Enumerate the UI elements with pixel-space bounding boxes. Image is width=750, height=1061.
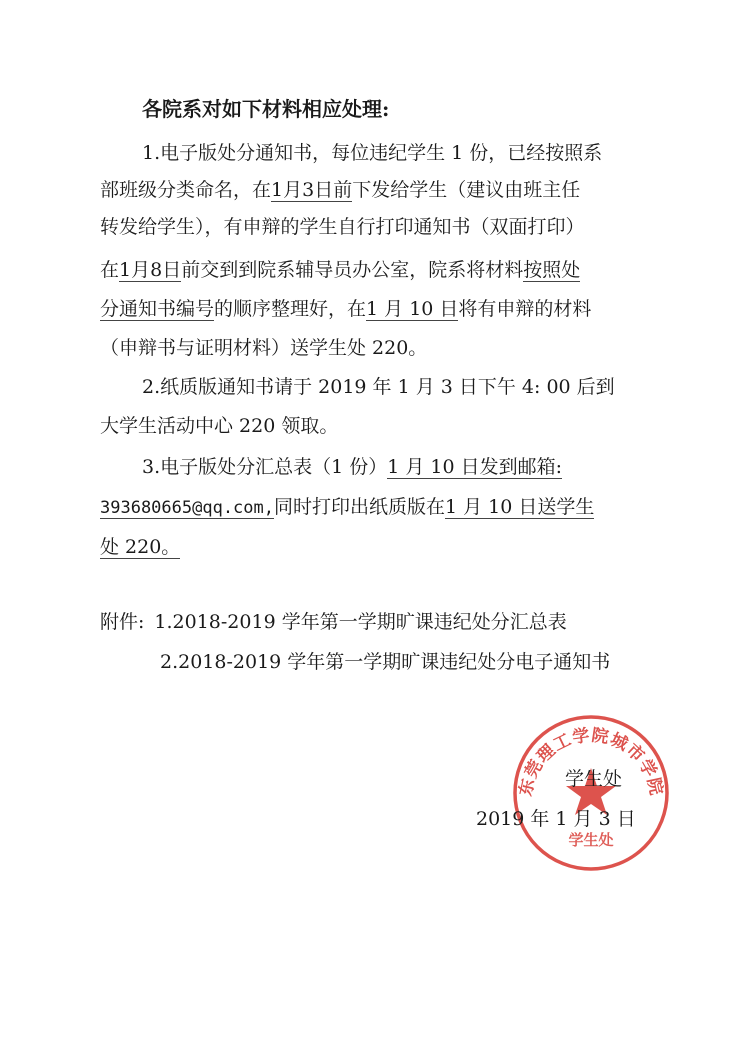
item3-line1 [142, 452, 562, 482]
attachment-line1 [100, 607, 567, 637]
email-deadline: 1 月 10 日发到邮箱: [387, 456, 563, 478]
item1-line2 [100, 175, 580, 205]
item1-line4-underlined: 按照处 [523, 259, 581, 281]
seal-outer-text: 东莞理工学院城市学院 [515, 725, 667, 798]
date-deliver: 1 月 10 日 [366, 298, 459, 320]
issuing-office: 学生处 [565, 768, 623, 790]
item1-line4-text-a: 在 [100, 259, 120, 281]
item1-line5 [100, 294, 591, 324]
item1-line4-text-c: 前交到到院系辅导员办公室，院系将材料 [181, 259, 524, 281]
item3-line3 [100, 532, 180, 562]
attachment-item-2: 2.2018-2019 学年第一学期旷课违纪处分电子通知书 [160, 651, 611, 673]
attachment-label: 附件: [100, 611, 145, 633]
notice-number-text: 分通知书编号 [100, 298, 215, 320]
item1-line5-text-d: 将有申辩的材料 [458, 298, 592, 320]
item1-line1: 1.电子版处分通知书，每位违纪学生 1 份，已经按照系 [142, 142, 603, 164]
office-room: 处 220。 [100, 536, 181, 558]
item3-line2-text-b: 同时打印出纸质版在 [274, 496, 446, 518]
item3-line2 [100, 492, 594, 522]
notice-heading: 各院系对如下材料相应处理: [142, 97, 390, 121]
date-submit: 1月8日 [119, 259, 182, 281]
item2-line2: 大学生活动中心 220 领取。 [100, 415, 339, 437]
seal-inner-text: 学生处 [568, 831, 614, 849]
item1-line2-text-c: 下发给学生（建议由班主任 [352, 179, 581, 201]
issue-date: 2019 年 1 月 3 日 [476, 808, 636, 830]
item1-line5-text-b: 的顺序整理好，在 [214, 298, 367, 320]
item3-line1-text-a: 3.电子版处分汇总表（1 份） [142, 456, 388, 478]
paper-deadline: 1 月 10 日送学生 [445, 496, 595, 518]
item1-line4 [100, 255, 580, 285]
item1-line3: 转发给学生），有申辩的学生自行打印通知书（双面打印） [100, 216, 585, 238]
item1-line2-text-a: 部班级分类命名，在 [100, 179, 272, 201]
date-distribute: 1月3日前 [271, 179, 353, 201]
attachment-item-1: 1.2018-2019 学年第一学期旷课违纪处分汇总表 [154, 611, 567, 633]
email-address: 393680665@qq.com, [100, 498, 274, 518]
item2-line1: 2.纸质版通知书请于 2019 年 1 月 3 日下午 4: 00 后到 [142, 376, 615, 398]
item1-line6: （申辩书与证明材料）送学生处 220。 [100, 337, 428, 359]
